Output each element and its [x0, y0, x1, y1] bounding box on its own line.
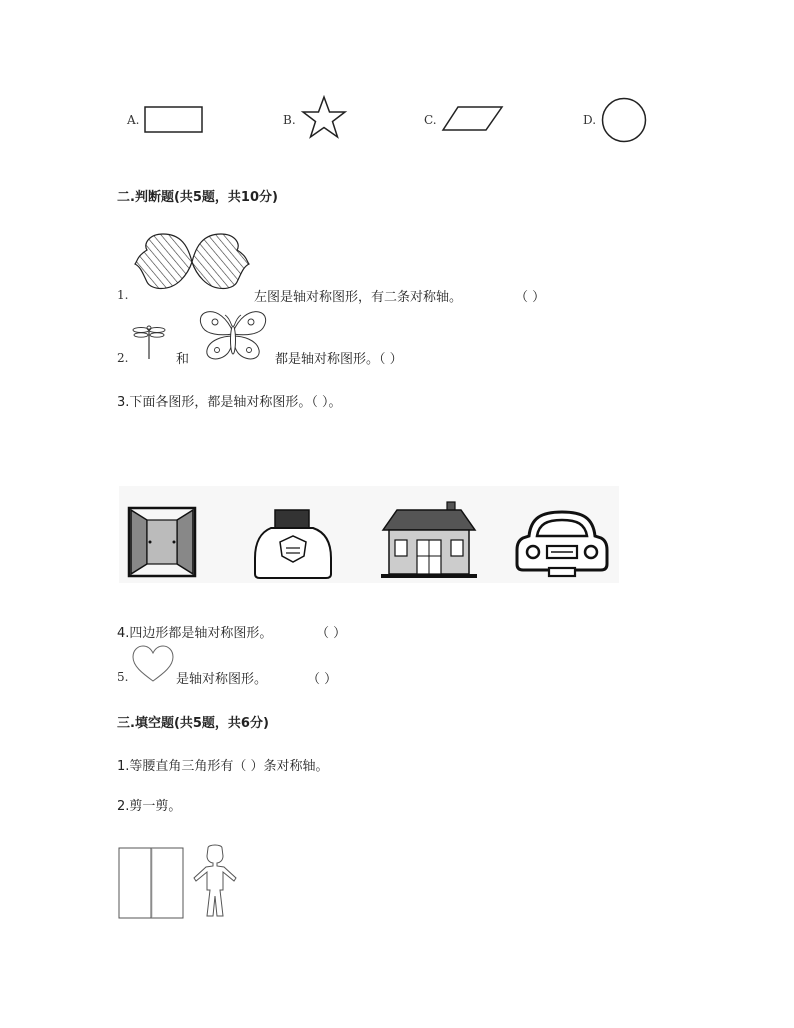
section2-heading: 二.判断题(共5题，共10分) [117, 190, 278, 205]
dragonfly-icon [131, 322, 167, 362]
q2-3-image-strip [119, 486, 619, 583]
star-icon [300, 95, 348, 141]
q2-4-text: 4.四边形都是轴对称图形。 [117, 626, 273, 641]
car-icon [515, 508, 609, 580]
q2-5-answer-paren[interactable]: （ ） [307, 672, 338, 687]
option-a-label: A. [127, 113, 140, 127]
q2-5-text: 是轴对称图形。 [176, 672, 268, 687]
option-c-label: C. [424, 113, 437, 127]
option-d-label: D. [583, 113, 597, 127]
butterfly-shape-icon [133, 230, 251, 294]
q2-1-number: 1. [117, 288, 129, 302]
door-icon [127, 506, 197, 580]
q2-5-number: 5. [117, 670, 129, 684]
butterfly-icon [197, 308, 269, 364]
parallelogram-icon [440, 104, 506, 134]
q3-2-text: 2.剪一剪。 [117, 799, 182, 814]
ink-bottle-icon [253, 508, 333, 580]
paper-doll-icon [190, 844, 240, 922]
option-b-label: B. [283, 113, 296, 127]
circle-icon [600, 96, 648, 144]
q2-2-text: 都是轴对称图形。（ ） [275, 352, 403, 367]
q2-2-and: 和 [176, 352, 190, 367]
q2-4-answer-paren[interactable]: （ ） [316, 626, 347, 641]
heart-icon [130, 644, 176, 684]
q2-3-text: 3.下面各图形，都是轴对称图形。（ ）。 [117, 395, 342, 410]
rectangle-icon [143, 105, 205, 135]
q2-1-text: 左图是轴对称图形，有二条对称轴。 [254, 290, 463, 305]
q3-1-text: 1.等腰直角三角形有（ ）条对称轴。 [117, 759, 329, 774]
folded-paper-icon [118, 846, 188, 922]
q2-2-number: 2. [117, 351, 129, 365]
q2-1-answer-paren[interactable]: （ ） [515, 290, 546, 305]
house-icon [379, 500, 479, 580]
section3-heading: 三.填空题(共5题，共6分) [117, 716, 269, 731]
